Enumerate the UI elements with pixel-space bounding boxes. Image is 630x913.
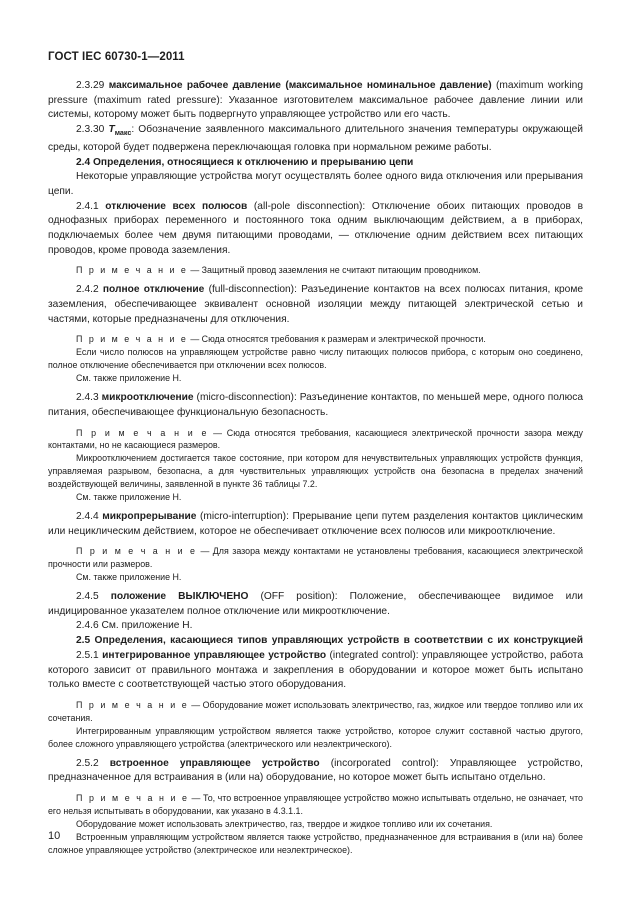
text-run: — Для зазора между контактами не установлены требования, касающиеся электрической прочности или размеров.	[48, 546, 583, 570]
note-label: П р и м е ч а н и е	[76, 546, 197, 557]
document-header: ГОСТ IEC 60730-1—2011	[48, 51, 185, 63]
paragraph-2-3-30	[48, 123, 583, 155]
note-label: П р и м е ч а н и е	[76, 700, 189, 710]
note-paragraph-2-4-1-note	[48, 264, 583, 277]
document-body	[48, 79, 583, 857]
text-run: (all-pole disconnection): Отключение обоих питающих проводов в однофазных приборах переменного и постоянного тока одним выключающим действием, а в приборах, подключаемых более чем двумя питающими проводами, — отключение одним действием всех питающих проводов, кроме провода заземления.	[48, 200, 583, 256]
note-paragraph-2-5-2-note2	[48, 818, 583, 831]
note-paragraph-2-4-2-note2	[48, 346, 583, 372]
text-run: (incorporated control): Управляющее устройство, предназначенное для встраивания в (или на) оборудование, но которое может быть испытано отдельно.	[48, 757, 584, 784]
term-text: максимальное рабочее давление (максимальное номинальное давление)	[108, 80, 492, 91]
paragraph-2-4-6	[48, 619, 583, 634]
note-paragraph-2-4-4-see	[48, 571, 583, 584]
page-number: 10	[48, 830, 61, 842]
text-run: 2.5.2	[76, 757, 110, 769]
text-run: (micro-interruption): Прерывание цепи путем разделения контактов циклическим или нециклическим действием, которое не обеспечивает отключение всех полюсов или микроотключение.	[48, 510, 583, 537]
term-text: встроенное управляющее устройство	[109, 757, 320, 769]
paragraph-2-4-1	[48, 200, 583, 259]
text-run: Оборудование может использовать электричество, газ, твердое и жидкое топливо или их сочетания.	[76, 818, 493, 829]
term-text: T	[108, 124, 115, 136]
text-run: Интегрированным управляющим устройством является также устройство, которое служит составной частью другого, более сложного управляющего устройства (электрического или неэлектрического).	[48, 725, 583, 749]
text-run: Микроотключением достигается такое состояние, при котором для нечувствительных управляющих устройств функция, управляемая разрывом, безопасна, а для чувствительных управляющих устройств она безопасна в пределах значений воздействующей величины, заявленной в пункте 36 таблицы 7.2.	[48, 453, 583, 490]
text-run: (full-disconnection): Разъединение контактов на всех полюсах питания, кроме заземления, обеспечивающее эквивалент основной изоляции между питающей электрической сетью и частями, которые предназначены для отключения.	[48, 284, 583, 325]
note-label: П р и м е ч а н и е	[76, 265, 188, 276]
text-run: (integrated control): управляющее устройство, работа которого зависит от правильного монтажа и закрепления в оборудовании и которое может быть испытано только вместе с соответствующей частью этого оборудования.	[48, 649, 583, 691]
note-paragraph-2-4-3-note	[48, 427, 583, 453]
note-paragraph-2-4-4-note	[48, 545, 583, 571]
paragraph-2-4-2	[48, 283, 583, 327]
paragraph-2-4-5	[48, 590, 583, 619]
text-run: 2.4.5	[76, 591, 111, 603]
text-run: Некоторые управляющие устройства могут осуществлять более одного вида отключения или прерывания цепи.	[48, 171, 583, 197]
text-run: — То, что встроенное управляющее устройство можно испытывать отдельно, не означает, что его нельзя испытывать в оборудовании, как указано в 4.3.1.1.	[48, 793, 583, 816]
term-text: микроотключение	[101, 392, 194, 404]
text-run: См. также приложение Н.	[76, 572, 182, 583]
term-text: полное отключение	[102, 284, 205, 296]
note-paragraph-2-4-2-see	[48, 372, 583, 385]
term-text: положение ВЫКЛЮЧЕНО	[110, 591, 249, 603]
text-run: 2.4.3	[76, 392, 102, 404]
note-label: П р и м е ч а н и е	[76, 427, 209, 438]
note-paragraph-2-5-2-note3	[48, 831, 583, 857]
note-label: П р и м е ч а н и е	[76, 334, 188, 345]
text-run: 2.3.30	[76, 124, 109, 136]
note-paragraph-2-4-3-see	[48, 491, 583, 504]
text-run: 2.4.2	[76, 284, 103, 296]
text-run: — Сюда относятся требования к размерам и электрической прочности.	[187, 334, 486, 345]
paragraph-2-5	[48, 634, 583, 649]
term-text: макс	[114, 129, 132, 138]
term-text: отключение всех полюсов	[105, 200, 248, 212]
note-paragraph-2-4-2-note	[48, 333, 583, 346]
text-run: (OFF position): Положение, обеспечивающее видимое или индицированное указателем полное отключение или микроотключение.	[48, 591, 583, 617]
term-text: 2.5 Определения, касающиеся типов управляющих устройств в соответствии с их конструкцией	[76, 635, 583, 647]
text-run: (maximum working pressure (maximum rated pressure): Указанное изготовителем максимальное рабочее давление линии или системы, которому может быть подвергнуто управляющее устройство или его часть.	[48, 80, 583, 121]
term-text: интегрированное управляющее устройство	[102, 649, 327, 661]
note-paragraph-2-5-1-note2	[48, 725, 583, 751]
paragraph-2-4-intro	[48, 170, 583, 199]
note-label: П р и м е ч а н и е	[76, 793, 189, 804]
text-run: — Оборудование может использовать электричество, газ, жидкое или твердое топливо или их сочетания.	[48, 700, 583, 723]
term-text: микропрерывание	[102, 510, 197, 522]
text-run: — Защитный провод заземления не считают питающим проводником.	[187, 265, 481, 276]
text-run: — Сюда относятся требования, касающиеся электрической прочности зазора между контактами, но не касающиеся размеров.	[48, 427, 583, 451]
text-run: 2.4.4	[76, 510, 103, 522]
text-run: 2.3.29	[76, 80, 109, 91]
paragraph-2-3-29	[48, 79, 583, 123]
paragraph-2-4	[48, 156, 583, 171]
text-run: : Обозначение заявленного максимального длительного значения температуры окружающей среды, которой будет подвержена переключающая головка при нормальном режиме работы.	[48, 124, 584, 153]
term-text: 2.4 Определения, относящиеся к отключению и прерыванию цепи	[76, 156, 414, 168]
note-paragraph-2-5-1-note	[48, 699, 583, 725]
text-run: Если число полюсов на управляющем устройстве равно числу питающих полюсов прибора, с которым оно соединено, полное отключение обеспечивается при отключении всех полюсов.	[48, 347, 583, 371]
text-run: См. также приложение Н.	[76, 492, 182, 503]
text-run: 2.4.1	[76, 200, 106, 212]
note-paragraph-2-4-3-note2	[48, 452, 583, 491]
note-paragraph-2-5-2-note	[48, 792, 583, 818]
text-run: См. также приложение Н.	[76, 373, 182, 384]
text-run: (micro-disconnection): Разъединение контактов, по меньшей мере, одного полюса питания, обеспечивающее функциональную безопасность.	[48, 392, 584, 418]
text-run: 2.4.6 См. приложение Н.	[76, 620, 193, 632]
text-run: 2.5.1	[76, 649, 103, 661]
paragraph-2-4-3	[48, 391, 583, 420]
text-run: Встроенным управляющим устройством является также устройство, предназначенное для встраивания в (или на) более сложное управляющее устройство (электрическое или неэлектрическое).	[48, 831, 583, 855]
paragraph-2-5-1	[48, 649, 583, 693]
paragraph-2-5-2	[48, 757, 583, 786]
paragraph-2-4-4	[48, 510, 583, 539]
